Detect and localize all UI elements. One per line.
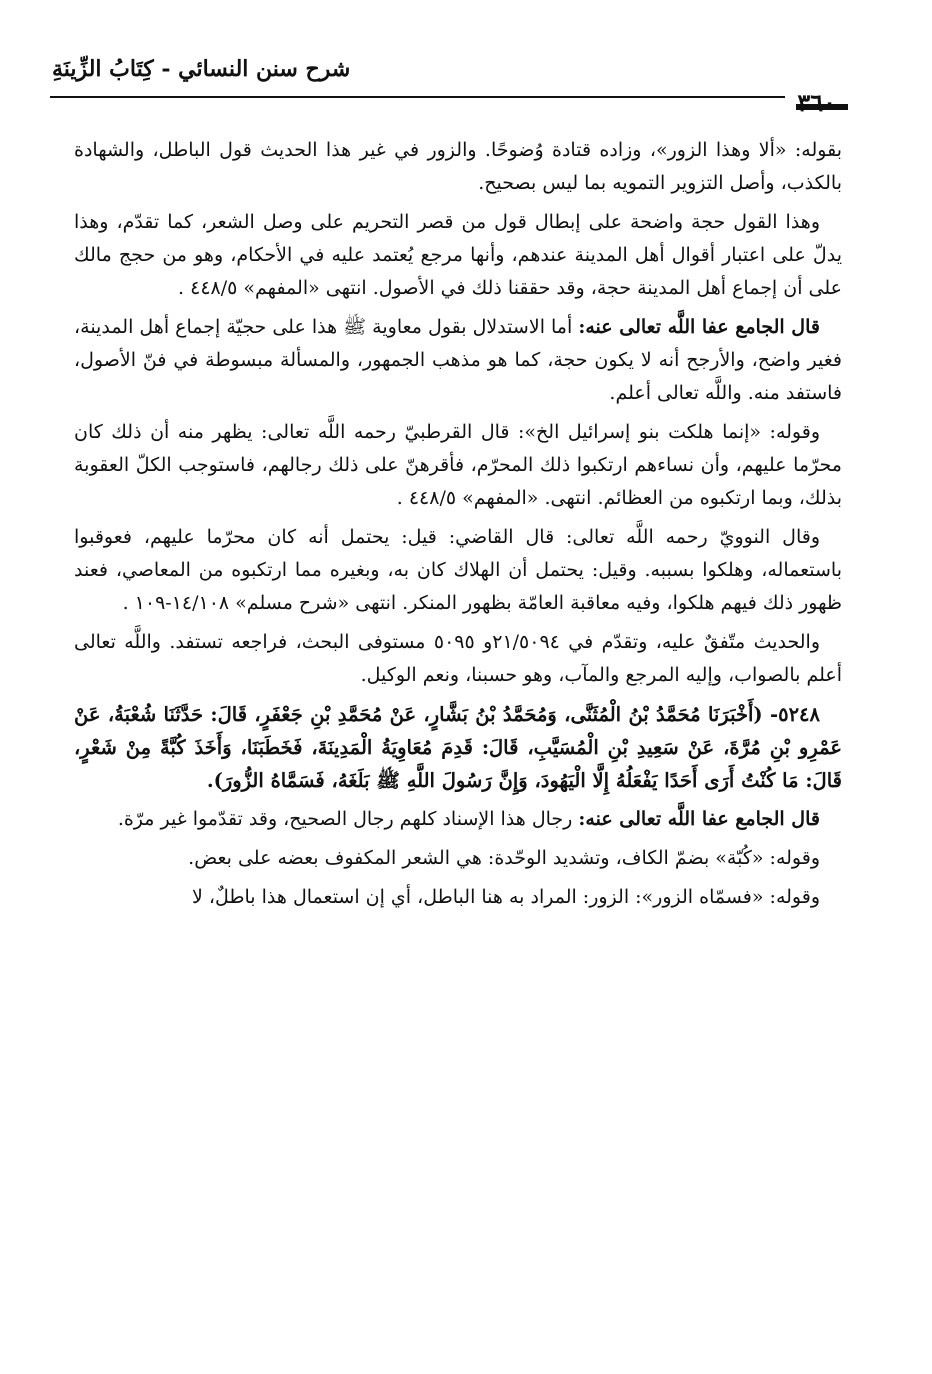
compiler-note-lead: قال الجامع عفا اللَّه تعالى عنه: [578,808,820,830]
paragraph-text: بقوله: «ألا وهذا الزور»، وزاده قتادة وُضوحًا. والزور في غير هذا الحديث قول الباطل، والشهادة بالكذب، وأصل التزوير التمويه بما ليس بصحيح. [74,139,842,194]
hadith-text: ٥٢٤٨- (أَخْبَرَنَا مُحَمَّدُ بْنُ الْمُثَنَّى، وَمُحَمَّدُ بْنُ بَشَّارٍ، عَنْ مُحَمَّدِ بْنِ جَعْفَرٍ، قَالَ: حَدَّثَنَا شُعْبَةُ، عَنْ عَمْرِو بْنِ مُرَّةَ، عَنْ سَعِيدِ بْنِ الْمُسَيَّبِ، قَالَ: قَدِمَ مُعَاوِيَةُ الْمَدِينَةَ، فَخَطَبَنَا، وَأَخَذَ كُبَّةً مِنْ شَعْرٍ، قَالَ: مَا كُنْتُ أَرَى أَحَدًا يَفْعَلُهُ إِلَّا الْيَهُودَ، وَإِنَّ رَسُولَ اللَّهِ ﷺ بَلَغَهُ، فَسَمَّاهُ الزُّورَ). [74,703,842,792]
paragraph [74,134,842,200]
paragraph [74,803,842,836]
running-header-title: شرح سنن النسائي - كِتَابُ الزِّينَةِ [52,56,351,82]
compiler-note-lead: قال الجامع عفا اللَّه تعالى عنه: [578,316,820,338]
paragraph-text: وقوله: «كُبّة» بضمّ الكاف، وتشديد الوحّدة: هي الشعر المكفوف بعضه على بعض. [188,847,820,869]
header-rule [50,96,785,98]
paragraph-text: وقال النوويّ رحمه اللَّه تعالى: قال القاضي: قيل: يحتمل أنه كان محرّما عليهم، فعوقبوا باستعماله، وهلكوا بسببه. وقيل: يحتمل أن الهلاك كان به، وبغيره مما ارتكبوه من المعاصي، فعند ظهور ذلك فيهم هلكوا، وفيه معاقبة العامّة بظهور المنكر. انتهى «شرح مسلم» ١٤/١٠٨-١٠٩ . [74,526,842,614]
body-text [74,134,842,920]
paragraph [74,881,842,914]
paragraph-text: أما الاستدلال بقول معاوية ﷺ هذا على حجيّة إجماع أهل المدينة، فغير واضح، والأرجح أنه لا يكون حجة، كما هو مذهب الجمهور، والمسألة مبسوطة في فنّ الأصول، فاستفد منه. واللَّه تعالى أعلم. [74,316,842,404]
page-number: ٣٦٠ [797,88,836,117]
paragraph-text: رجال هذا الإسناد كلهم رجال الصحيح، وقد تقدّموا غير مرّة. [117,808,573,830]
paragraph [74,842,842,875]
paragraph [74,206,842,305]
paragraph [74,521,842,620]
paragraph [74,626,842,692]
paragraph-text: وهذا القول حجة واضحة على إبطال قول من قصر التحريم على وصل الشعر، كما تقدّم، وهذا يدلّ على اعتبار أقوال أهل المدينة عندهم، وأنها مرجع يُعتمد عليه في الأحكام، وهو من حجج مالك على أن إجماع أهل المدينة حجة، وقد حققنا ذلك في الأصول. انتهى «المفهم» ٤٤٨/٥ . [74,211,842,299]
paragraph-text: وقوله: «فسمّاه الزور»: الزور: المراد به هنا الباطل، أي إن استعمال هذا باطلٌ، لا [192,886,820,908]
paragraph-text: والحديث متّفقٌ عليه، وتقدّم في ٢١/٥٠٩٤و ٥٠٩٥ مستوفى البحث، فراجعه تستفد. واللَّه تعالى أعلم بالصواب، وإليه المرجع والمآب، وهو حسبنا، ونعم الوكيل. [74,631,842,686]
paragraph-text: وقوله: «إنما هلكت بنو إسرائيل الخ»: قال القرطبيّ رحمه اللَّه تعالى: يظهر منه أن ذلك كان محرّما عليهم، وأن نساءهم ارتكبوا ذلك المحرّم، فأقرهنّ على ذلك رجالهم، فاستوجب الكلّ العقوبة بذلك، وبما ارتكبوه من العظائم. انتهى. «المفهم» ٤٤٨/٥ . [74,421,842,509]
paragraph [74,416,842,515]
paragraph [74,311,842,410]
